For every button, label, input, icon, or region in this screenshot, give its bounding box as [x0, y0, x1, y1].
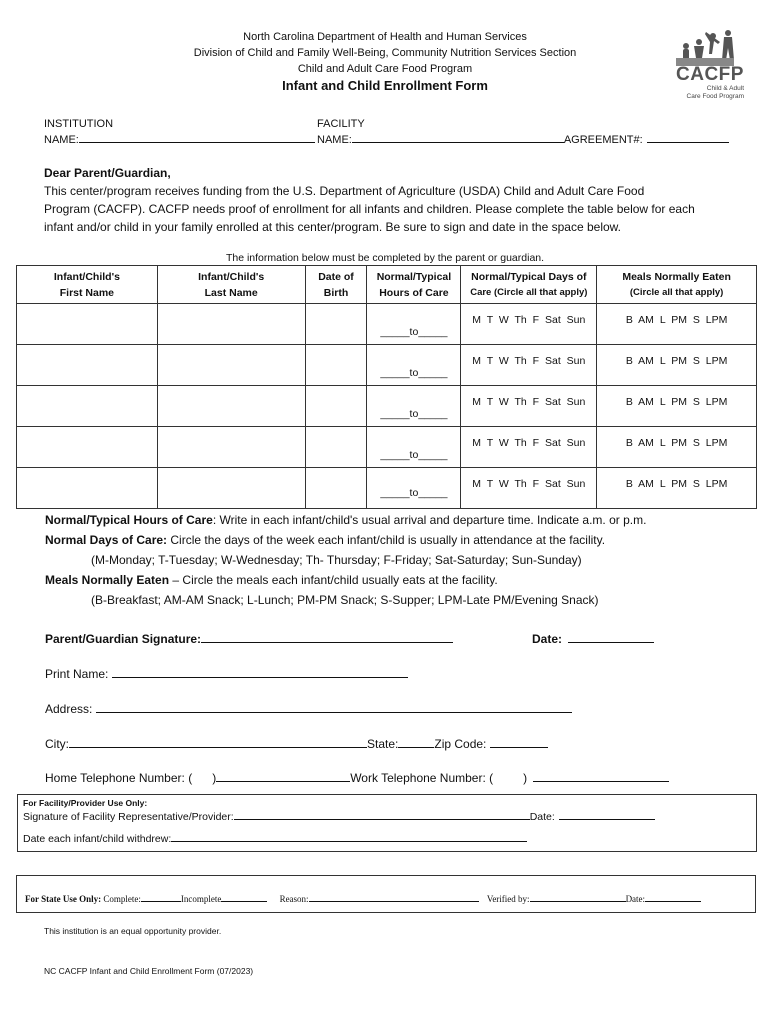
hours-cell[interactable]: _____to_____ [367, 386, 461, 427]
hours-cell[interactable]: _____to_____ [367, 427, 461, 468]
last-name-cell[interactable] [157, 386, 305, 427]
days-cell[interactable]: M T W Th F Sat Sun [461, 304, 597, 345]
first-name-cell[interactable] [17, 304, 158, 345]
meals-key: (B-Breakfast; AM-AM Snack; L-Lunch; PM-PM Snack; S-Supper; LPM-Late PM/Evening Snack) [91, 593, 599, 607]
hours-cell[interactable]: _____to_____ [367, 468, 461, 509]
instruction-days: Normal Days of Care: Circle the days of the week each infant/child is usually in attendance at the facility. [45, 533, 606, 547]
family-figures-icon [672, 28, 742, 68]
table-row [17, 386, 757, 427]
phone-field[interactable]: Home Telephone Number: ( ) Work Telephone Number: ( ) [45, 771, 669, 785]
city-state-zip-field[interactable]: City: State: Zip Code: [45, 737, 548, 751]
logo-subtitle: Child & Adult Care Food Program [686, 85, 744, 100]
dob-cell[interactable] [305, 304, 367, 345]
table-row [17, 345, 757, 386]
hours-cell[interactable]: _____to_____ [367, 345, 461, 386]
last-name-cell[interactable] [157, 304, 305, 345]
instruction-meals: Meals Normally Eaten – Circle the meals each infant/child usually eats at the facility. [45, 573, 498, 587]
first-name-cell[interactable] [17, 386, 158, 427]
parent-signature-field[interactable]: Parent/Guardian Signature: [45, 632, 453, 646]
facility-name-field[interactable]: NAME: AGREEMENT#: [317, 134, 729, 146]
table-caption: The information below must be completed by the parent or guardian. [225, 252, 545, 264]
meals-cell[interactable]: B AM L PM S LPM [597, 427, 757, 468]
parent-date-field[interactable]: Date: [532, 632, 654, 646]
logo-text: CACFP [676, 64, 744, 85]
meals-cell[interactable]: B AM L PM S LPM [597, 468, 757, 509]
agreement-label: AGREEMENT#: [563, 134, 643, 146]
first-name-cell[interactable] [17, 345, 158, 386]
withdrew-date-field[interactable]: Date each infant/child withdrew: [23, 833, 527, 845]
form-id: NC CACFP Infant and Child Enrollment Form (07/2023) [44, 966, 254, 976]
last-name-cell[interactable] [157, 345, 305, 386]
dob-cell[interactable] [305, 386, 367, 427]
col-header-days: Normal/Typical Days of Care (Circle all that apply) [461, 266, 597, 304]
dob-cell[interactable] [305, 468, 367, 509]
form-title: Infant and Child Enrollment Form [282, 78, 488, 93]
first-name-cell[interactable] [17, 468, 158, 509]
first-name-cell[interactable] [17, 427, 158, 468]
dob-cell[interactable] [305, 427, 367, 468]
header-line-3: Child and Adult Care Food Program [297, 63, 473, 75]
days-key: (M-Monday; T-Tuesday; W-Wednesday; Th- Thursday; F-Friday; Sat-Saturday; Sun-Sunday) [91, 553, 582, 567]
state-use-row[interactable]: For State Use Only: Complete: Incomplete Reason: Verified by: Date: [25, 894, 701, 904]
days-cell[interactable]: M T W Th F Sat Sun [461, 427, 597, 468]
facility-label: FACILITY [317, 118, 365, 130]
col-header-hours: Normal/Typical Hours of Care [367, 266, 461, 304]
intro-line-1: This center/program receives funding from the U.S. Department of Agriculture (USDA) Child and Adult Care Food [44, 184, 645, 198]
meals-cell[interactable]: B AM L PM S LPM [597, 386, 757, 427]
greeting: Dear Parent/Guardian, [44, 166, 171, 180]
institution-label: INSTITUTION [44, 118, 114, 130]
agreement-field [647, 142, 729, 143]
cacfp-logo [672, 28, 742, 104]
last-name-cell[interactable] [157, 427, 305, 468]
facility-use-box [17, 794, 757, 852]
col-header-last-name: Infant/Child's Last Name [157, 266, 305, 304]
meals-cell[interactable]: B AM L PM S LPM [597, 304, 757, 345]
col-header-meals: Meals Normally Eaten (Circle all that apply) [597, 266, 757, 304]
print-name-field[interactable]: Print Name: [45, 667, 408, 681]
hours-cell[interactable]: _____to_____ [367, 304, 461, 345]
facility-use-heading: For Facility/Provider Use Only: [23, 798, 148, 808]
days-cell[interactable]: M T W Th F Sat Sun [461, 468, 597, 509]
table-row [17, 427, 757, 468]
intro-line-2: Program (CACFP). CACFP needs proof of enrollment for all infants and children. Please complete the table below for each [44, 202, 695, 216]
state-use-box [16, 875, 756, 913]
header-line-2: Division of Child and Family Well-Being, Community Nutrition Services Section [193, 47, 577, 59]
facility-signature-field[interactable]: Signature of Facility Representative/Provider: Date: [23, 811, 655, 823]
days-cell[interactable]: M T W Th F Sat Sun [461, 345, 597, 386]
col-header-first-name: Infant/Child's First Name [17, 266, 158, 304]
last-name-cell[interactable] [157, 468, 305, 509]
days-cell[interactable]: M T W Th F Sat Sun [461, 386, 597, 427]
address-field[interactable]: Address: [45, 702, 572, 716]
header-line-1: North Carolina Department of Health and Human Services [243, 31, 527, 43]
intro-line-3: infant and/or child in your family enrolled at this center/program. Be sure to sign and date in the space below. [44, 220, 621, 234]
meals-cell[interactable]: B AM L PM S LPM [597, 345, 757, 386]
institution-name-field[interactable]: NAME: [44, 134, 315, 146]
col-header-dob: Date of Birth [305, 266, 367, 304]
dob-cell[interactable] [305, 345, 367, 386]
instruction-hours: Normal/Typical Hours of Care: Write in each infant/child's usual arrival and departure time. Indicate a.m. or p.m. [45, 513, 647, 527]
equal-opportunity-statement: This institution is an equal opportunity provider. [44, 926, 222, 936]
table-header-row [17, 266, 757, 304]
table-row [17, 468, 757, 509]
enrollment-table [16, 265, 757, 509]
table-row [17, 304, 757, 345]
